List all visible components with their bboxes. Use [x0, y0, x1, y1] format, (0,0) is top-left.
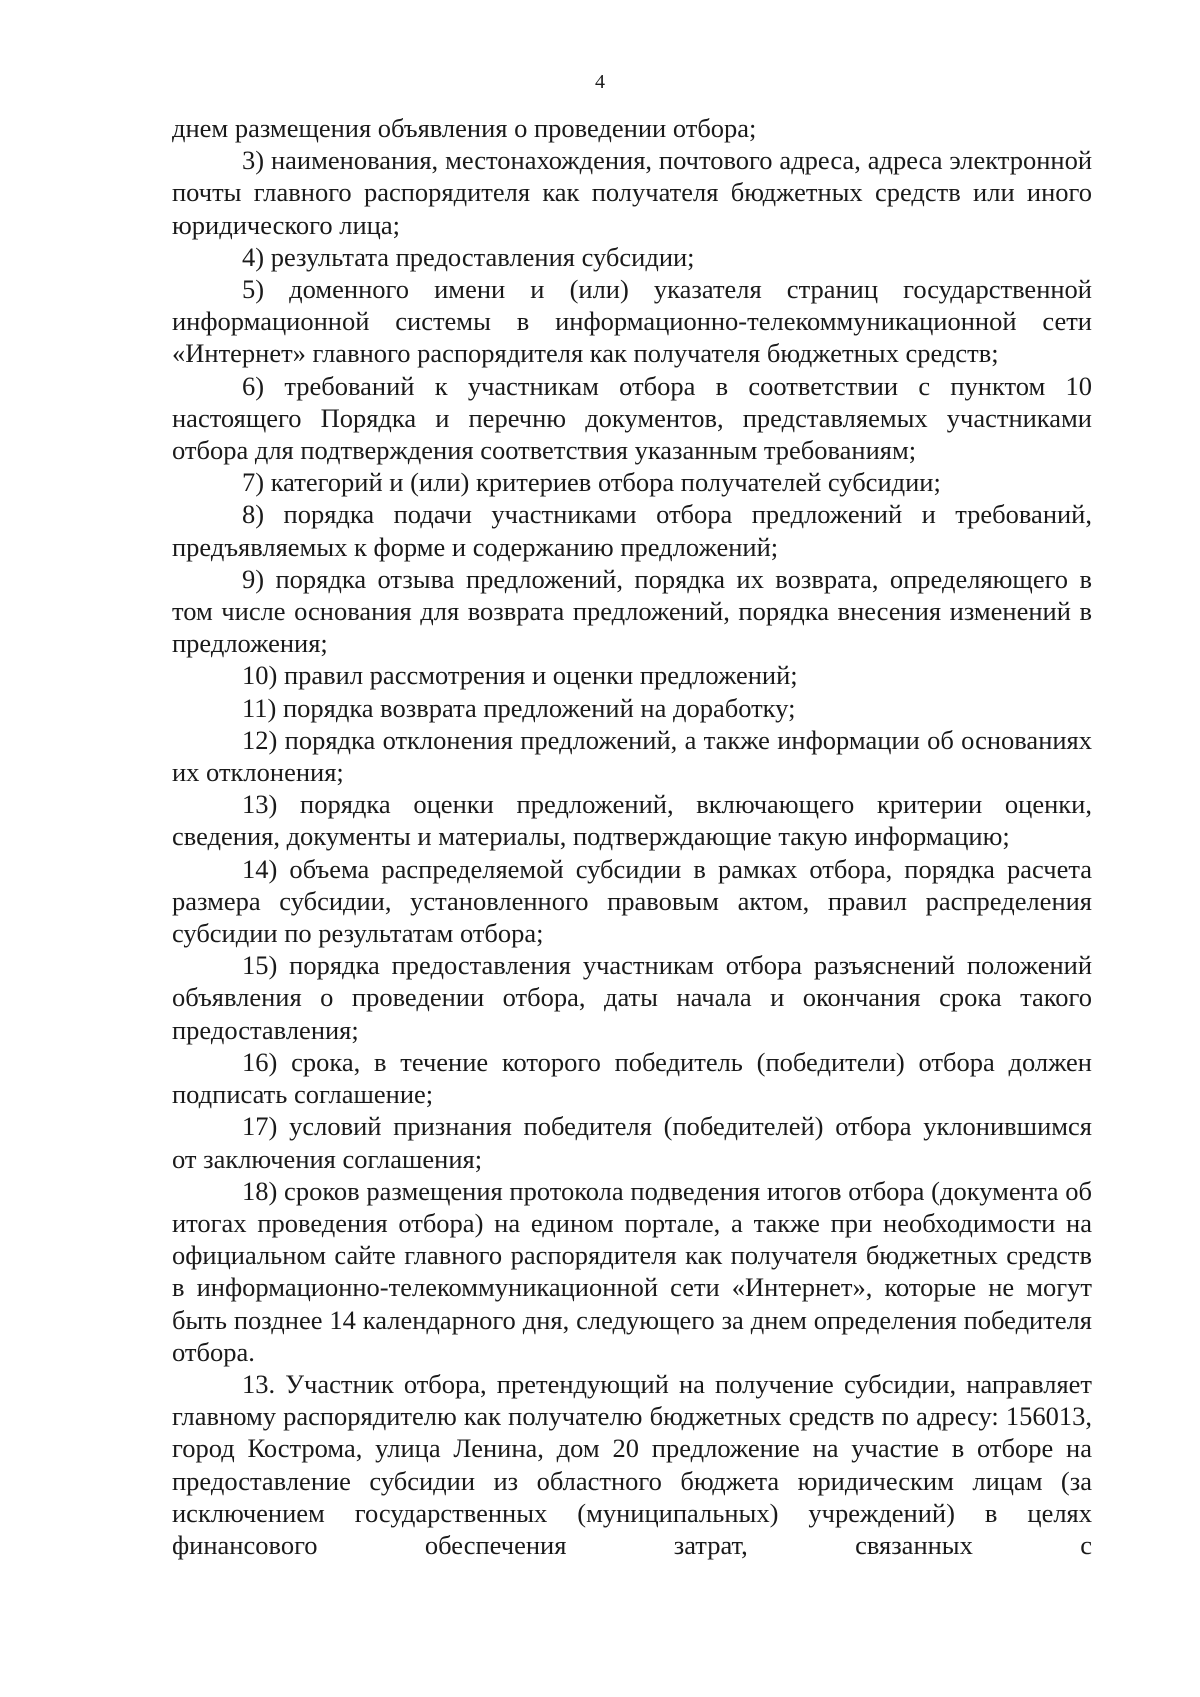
- list-item-4: 4) результата предоставления субсидии;: [242, 241, 695, 272]
- list-item-15: 15) порядка предоставления участникам отбора разъяснений положений объявления о проведении отбора, даты начала и окончания срока такого предоставления;: [172, 950, 1092, 1045]
- list-item-13: 13) порядка оценки предложений, включающего критерии оценки, сведения, документы и материалы, подтверждающие такую информацию;: [172, 789, 1092, 852]
- list-item-7: 7) категорий и (или) критериев отбора получателей субсидии;: [242, 467, 941, 498]
- document-body: [172, 112, 1092, 1561]
- list-item-11: 11) порядка возврата предложений на доработку;: [242, 692, 796, 723]
- list-item-18: 18) сроков размещения протокола подведения итогов отбора (документа об итогах проведения отбора) на едином портале, а также при необходимости на официальном сайте главного распорядителя как получателя бюджетных средств в информационно-телекоммуникационной сети «Интернет», которые не могут быть позднее 14 календарного дня, следующего за днем определения победителя отбора.: [172, 1175, 1092, 1367]
- page-number: 4: [595, 71, 605, 93]
- clause-13: 13. Участник отбора, претендующий на получение субсидии, направляет главному распорядителю как получателю бюджетных средств по адресу: 156013, город Кострома, улица Ленина, дом 20 предложение на участие в отборе на предоставление субсидии из областного бюджета юридическим лицам (за исключением государственных (муниципальных) учреждений) в целях финансового обеспечения затрат, связанных с: [172, 1368, 1092, 1560]
- list-item-3: 3) наименования, местонахождения, почтового адреса, адреса электронной почты главного распорядителя как получателя бюджетных средств или иного юридического лица;: [172, 145, 1092, 240]
- list-item-9: 9) порядка отзыва предложений, порядка их возврата, определяющего в том числе основания для возврата предложений, порядка внесения изменений в предложения;: [172, 563, 1092, 659]
- list-item-12: 12) порядка отклонения предложений, а также информации об основаниях их отклонения;: [172, 724, 1092, 788]
- list-item-5: 5) доменного имени и (или) указателя страниц государственной информационной системы в информационно-телекоммуникационной сети «Интернет» главного распорядителя как получателя бюджетных средств;: [172, 274, 1092, 369]
- list-item-8: 8) порядка подачи участниками отбора предложений и требований, предъявляемых к форме и содержанию предложений;: [172, 499, 1092, 562]
- list-item-16: 16) срока, в течение которого победитель (победители) отбора должен подписать соглашение;: [172, 1046, 1092, 1110]
- list-item-17: 17) условий признания победителя (победителей) отбора уклонившимся от заключения соглашения;: [172, 1111, 1092, 1174]
- list-item-6: 6) требований к участникам отбора в соответствии с пунктом 10 настоящего Порядка и перечню документов, представляемых участниками отбора для подтверждения соответствия указанным требованиям;: [172, 370, 1092, 466]
- paragraph-continuation: днем размещения объявления о проведении отбора;: [172, 113, 757, 143]
- list-item-14: 14) объема распределяемой субсидии в рамках отбора, порядка расчета размера субсидии, установленного правовым актом, правил распределения субсидии по результатам отбора;: [172, 853, 1092, 949]
- list-item-10: 10) правил рассмотрения и оценки предложений;: [242, 660, 798, 691]
